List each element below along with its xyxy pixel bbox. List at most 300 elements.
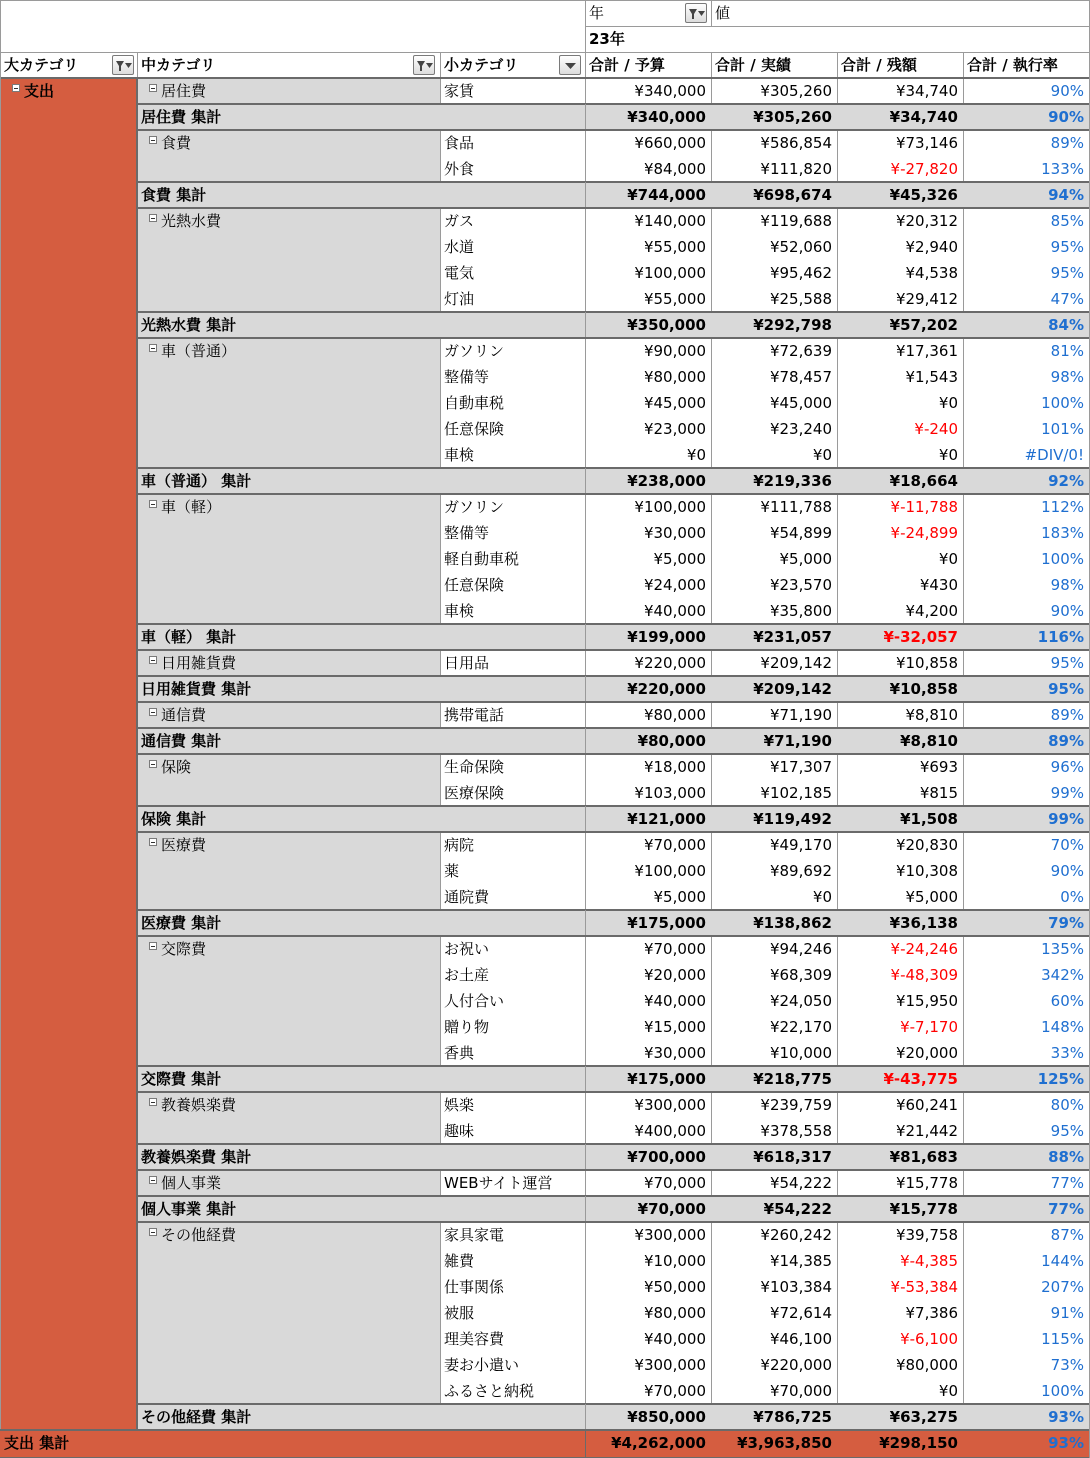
grid-line — [440, 936, 441, 1066]
budget-cell: ¥45,000 — [585, 390, 711, 416]
grid-line — [963, 494, 964, 624]
grid-line — [585, 1430, 586, 1458]
rate-cell: 89% — [963, 130, 1089, 156]
budget-cell: ¥40,000 — [585, 598, 711, 624]
mid-category-header[interactable]: 中カテゴリ — [141, 56, 216, 74]
grid-line — [837, 208, 838, 312]
remaining-cell: ¥73,146 — [837, 130, 963, 156]
grid-line — [585, 104, 586, 130]
grid-line — [963, 754, 964, 806]
grid-line — [711, 1092, 712, 1144]
sub-category-cell: 家賃 — [440, 78, 585, 104]
subtotal-rate: 84% — [1048, 316, 1084, 334]
remaining-cell: ¥4,538 — [837, 260, 963, 286]
mid-category-交際費[interactable] — [145, 936, 440, 962]
actual-cell: ¥17,307 — [711, 754, 837, 780]
rate-cell: #DIV/0! — [963, 442, 1089, 468]
remaining-cell: ¥430 — [837, 572, 963, 598]
budget-cell: ¥84,000 — [585, 156, 711, 182]
rate-cell: 60% — [963, 988, 1089, 1014]
grid-line — [837, 1222, 838, 1404]
dropdown-button[interactable] — [559, 55, 581, 75]
grid-line — [585, 52, 586, 78]
filter-funnel-icon — [113, 56, 135, 76]
collapse-minus-icon[interactable] — [149, 500, 157, 508]
subtotal-actual: ¥786,725 — [753, 1408, 832, 1426]
collapse-minus-icon[interactable] — [149, 1098, 157, 1106]
remaining-cell: ¥15,950 — [837, 988, 963, 1014]
sub-category-cell: 医療保険 — [440, 780, 585, 806]
sub-category-cell: 水道 — [440, 234, 585, 260]
budget-cell: ¥15,000 — [585, 1014, 711, 1040]
rate-cell: 91% — [963, 1300, 1089, 1326]
collapse-minus-icon[interactable] — [149, 760, 157, 768]
rate-cell: 89% — [963, 702, 1089, 728]
grid-line — [837, 1092, 838, 1144]
subtotal-label: 教養娯楽費 集計 — [141, 1148, 252, 1166]
grid-line — [963, 650, 964, 676]
mid-category-食費[interactable] — [145, 130, 440, 156]
grid-line — [440, 1092, 441, 1144]
grid-line — [585, 78, 586, 104]
filter-funnel-icon — [414, 56, 436, 76]
mid-category-教養娯楽費[interactable] — [145, 1092, 440, 1118]
budget-cell: ¥18,000 — [585, 754, 711, 780]
group-label: 車（軽） — [161, 498, 222, 516]
rate-cell: 148% — [963, 1014, 1089, 1040]
subtotal-label: 食費 集計 — [141, 186, 207, 204]
budget-cell: ¥80,000 — [585, 1300, 711, 1326]
grid-line — [137, 311, 1089, 313]
group-label: 車（普通） — [161, 342, 237, 360]
remaining-cell: ¥29,412 — [837, 286, 963, 312]
rate-cell: 100% — [963, 546, 1089, 572]
mid-category-通信費[interactable] — [145, 702, 440, 728]
mid-category-日用雑貨費[interactable] — [145, 650, 440, 676]
budget-cell: ¥300,000 — [585, 1222, 711, 1248]
subtotal-actual: ¥618,317 — [753, 1148, 832, 1166]
mid-category-車（軽）[interactable] — [145, 494, 440, 520]
actual-cell: ¥78,457 — [711, 364, 837, 390]
budget-cell: ¥100,000 — [585, 260, 711, 286]
sub-category-cell: 被服 — [440, 1300, 585, 1326]
remaining-cell: ¥-27,820 — [837, 156, 963, 182]
budget-cell: ¥80,000 — [585, 364, 711, 390]
collapse-minus-icon[interactable] — [149, 214, 157, 222]
remaining-cell: ¥-24,899 — [837, 520, 963, 546]
sub-category-cell: 電気 — [440, 260, 585, 286]
remaining-cell: ¥-48,309 — [837, 962, 963, 988]
collapse-minus-icon[interactable] — [149, 838, 157, 846]
grid-line — [711, 78, 712, 104]
remaining-cell: ¥-240 — [837, 416, 963, 442]
grid-line — [711, 494, 712, 624]
sub-category-cell: 生命保険 — [440, 754, 585, 780]
sub-category-cell: ガソリン — [440, 494, 585, 520]
grid-line — [137, 129, 1089, 131]
actual-cell: ¥54,899 — [711, 520, 837, 546]
sub-category-cell: 人付合い — [440, 988, 585, 1014]
year-field-header[interactable]: 年 — [585, 0, 711, 26]
grid-line — [585, 26, 1089, 27]
actual-cell: ¥95,462 — [711, 260, 837, 286]
grid-line — [837, 1170, 838, 1196]
grid-line — [585, 676, 586, 702]
grid-line — [837, 650, 838, 676]
actual-cell: ¥52,060 — [711, 234, 837, 260]
grand-total-remaining: ¥298,150 — [879, 1434, 958, 1452]
subtotal-budget: ¥175,000 — [627, 1070, 706, 1088]
rate-cell: 95% — [963, 1118, 1089, 1144]
sub-category-cell: ふるさと納税 — [440, 1378, 585, 1404]
grid-line — [440, 130, 441, 182]
grid-line — [585, 494, 586, 624]
subtotal-remaining: ¥8,810 — [900, 732, 958, 750]
subtotal-label: 通信費 集計 — [141, 732, 222, 750]
sub-category-cell: 任意保険 — [440, 416, 585, 442]
grid-line — [440, 832, 441, 910]
budget-cell: ¥10,000 — [585, 1248, 711, 1274]
rate-cell: 90% — [963, 78, 1089, 104]
actual-cell: ¥45,000 — [711, 390, 837, 416]
actual-cell: ¥0 — [711, 442, 837, 468]
sub-category-cell: 妻お小遣い — [440, 1352, 585, 1378]
remaining-cell: ¥4,200 — [837, 598, 963, 624]
actual-cell: ¥305,260 — [711, 78, 837, 104]
sub-category-cell: 家具家電 — [440, 1222, 585, 1248]
collapse-minus-icon[interactable] — [149, 1176, 157, 1184]
grid-line — [440, 52, 441, 78]
grid-line — [711, 0, 712, 26]
group-label: 交際費 — [161, 940, 207, 958]
collapse-minus-icon[interactable] — [149, 708, 157, 716]
mid-category-保険[interactable] — [145, 754, 440, 780]
group-label: その他経費 — [161, 1226, 237, 1244]
actual-cell: ¥72,639 — [711, 338, 837, 364]
remaining-cell: ¥815 — [837, 780, 963, 806]
sub-category-cell: 日用品 — [440, 650, 585, 676]
sub-category-cell: お祝い — [440, 936, 585, 962]
grid-line — [137, 52, 138, 78]
grid-line — [137, 1143, 1089, 1145]
collapse-minus-icon[interactable] — [149, 1228, 157, 1236]
budget-cell: ¥20,000 — [585, 962, 711, 988]
grid-line — [585, 754, 586, 806]
mid-category-医療費[interactable] — [145, 832, 440, 858]
grid-line — [963, 1170, 964, 1196]
rate-cell: 183% — [963, 520, 1089, 546]
remaining-column-header[interactable]: 合計 / 残額 — [841, 56, 917, 74]
grid-line — [585, 1066, 586, 1092]
sub-category-cell: ガス — [440, 208, 585, 234]
actual-cell: ¥72,614 — [711, 1300, 837, 1326]
budget-cell: ¥30,000 — [585, 520, 711, 546]
actual-cell: ¥24,050 — [711, 988, 837, 1014]
subtotal-rate: 92% — [1048, 472, 1084, 490]
rate-cell: 207% — [963, 1274, 1089, 1300]
rate-column-header[interactable]: 合計 / 執行率 — [967, 56, 1058, 74]
remaining-cell: ¥20,312 — [837, 208, 963, 234]
grid-line — [137, 753, 1089, 755]
group-label: 保険 — [161, 758, 192, 776]
mid-category-その他経費[interactable] — [145, 1222, 440, 1248]
grid-line — [137, 77, 1089, 79]
actual-cell: ¥94,246 — [711, 936, 837, 962]
grid-line — [837, 754, 838, 806]
subtotal-label: 保険 集計 — [141, 810, 207, 828]
collapse-minus-icon[interactable] — [149, 84, 157, 92]
rate-cell: 133% — [963, 156, 1089, 182]
remaining-cell: ¥0 — [837, 390, 963, 416]
subtotal-remaining: ¥18,664 — [889, 472, 958, 490]
sub-category-cell: 自動車税 — [440, 390, 585, 416]
grid-line — [137, 1091, 1089, 1093]
sub-category-cell: 病院 — [440, 832, 585, 858]
group-label: 医療費 — [161, 836, 207, 854]
remaining-cell: ¥-53,384 — [837, 1274, 963, 1300]
budget-cell: ¥24,000 — [585, 572, 711, 598]
remaining-cell: ¥0 — [837, 546, 963, 572]
grid-line — [585, 650, 586, 676]
budget-cell: ¥140,000 — [585, 208, 711, 234]
subtotal-label: その他経費 集計 — [141, 1408, 252, 1426]
group-label: 教養娯楽費 — [161, 1096, 237, 1114]
actual-cell: ¥111,820 — [711, 156, 837, 182]
sub-category-cell: 灯油 — [440, 286, 585, 312]
budget-cell: ¥70,000 — [585, 1170, 711, 1196]
subtotal-actual: ¥231,057 — [753, 628, 832, 646]
budget-cell: ¥340,000 — [585, 78, 711, 104]
sub-category-cell: 薬 — [440, 858, 585, 884]
remaining-cell: ¥-6,100 — [837, 1326, 963, 1352]
top-category-header[interactable]: 大カテゴリ — [4, 56, 79, 74]
budget-cell: ¥23,000 — [585, 416, 711, 442]
group-label: 食費 — [161, 134, 192, 152]
rate-cell: 342% — [963, 962, 1089, 988]
collapse-minus-icon[interactable] — [149, 344, 157, 352]
group-label: 通信費 — [161, 706, 207, 724]
sub-category-cell: 外食 — [440, 156, 585, 182]
rate-cell: 90% — [963, 858, 1089, 884]
rate-cell: 70% — [963, 832, 1089, 858]
rate-cell: 95% — [963, 650, 1089, 676]
grid-line — [585, 1222, 586, 1404]
remaining-cell: ¥10,308 — [837, 858, 963, 884]
grid-line — [137, 935, 1089, 937]
subtotal-remaining: ¥81,683 — [889, 1148, 958, 1166]
remaining-cell: ¥10,858 — [837, 650, 963, 676]
grid-line — [837, 832, 838, 910]
grid-line — [963, 52, 964, 78]
remaining-cell: ¥693 — [837, 754, 963, 780]
subtotal-actual: ¥305,260 — [753, 108, 832, 126]
budget-cell: ¥100,000 — [585, 494, 711, 520]
collapse-minus-icon[interactable] — [12, 84, 20, 92]
grid-line — [837, 494, 838, 624]
subtotal-rate: 94% — [1048, 186, 1084, 204]
actual-cell: ¥54,222 — [711, 1170, 837, 1196]
subtotal-label: 車（軽） 集計 — [141, 628, 237, 646]
grid-line — [711, 338, 712, 468]
subtotal-budget: ¥121,000 — [627, 810, 706, 828]
grid-line — [137, 467, 1089, 469]
subtotal-rate: 90% — [1048, 108, 1084, 126]
subtotal-budget: ¥700,000 — [627, 1148, 706, 1166]
budget-cell: ¥55,000 — [585, 234, 711, 260]
remaining-cell: ¥20,830 — [837, 832, 963, 858]
rate-cell: 95% — [963, 260, 1089, 286]
actual-column-header[interactable]: 合計 / 実績 — [715, 56, 791, 74]
grid-line — [711, 52, 712, 78]
grid-line — [440, 1170, 441, 1196]
subtotal-remaining: ¥-32,057 — [883, 628, 958, 646]
budget-cell: ¥300,000 — [585, 1092, 711, 1118]
actual-cell: ¥22,170 — [711, 1014, 837, 1040]
top-category-label[interactable] — [8, 78, 133, 104]
grid-line — [137, 727, 1089, 729]
grid-line — [963, 130, 964, 182]
rate-cell: 77% — [963, 1170, 1089, 1196]
budget-cell: ¥40,000 — [585, 1326, 711, 1352]
grid-line — [585, 910, 586, 936]
sub-category-header[interactable]: 小カテゴリ — [444, 56, 519, 74]
remaining-cell: ¥-4,385 — [837, 1248, 963, 1274]
grid-line — [963, 702, 964, 728]
grid-line — [440, 338, 441, 468]
mid-category-居住費[interactable] — [145, 78, 440, 104]
grid-line — [137, 207, 1089, 209]
grid-line — [711, 936, 712, 1066]
collapse-minus-icon[interactable] — [149, 136, 157, 144]
filter-dropdown-button[interactable] — [413, 55, 435, 75]
grid-line — [963, 832, 964, 910]
budget-cell: ¥5,000 — [585, 546, 711, 572]
budget-cell: ¥40,000 — [585, 988, 711, 1014]
sub-category-cell: 贈り物 — [440, 1014, 585, 1040]
grid-line — [837, 78, 838, 104]
budget-cell: ¥100,000 — [585, 858, 711, 884]
subtotal-label: 個人事業 集計 — [141, 1200, 237, 1218]
grid-line — [0, 1429, 1089, 1431]
grid-line — [711, 702, 712, 728]
budget-cell: ¥80,000 — [585, 702, 711, 728]
remaining-cell: ¥17,361 — [837, 338, 963, 364]
actual-cell: ¥260,242 — [711, 1222, 837, 1248]
grid-line — [137, 1403, 1089, 1405]
grid-line — [963, 78, 964, 104]
subtotal-remaining: ¥45,326 — [889, 186, 958, 204]
actual-cell: ¥239,759 — [711, 1092, 837, 1118]
subtotal-actual: ¥54,222 — [763, 1200, 832, 1218]
grid-line — [585, 468, 586, 494]
remaining-cell: ¥0 — [837, 442, 963, 468]
remaining-cell: ¥0 — [837, 1378, 963, 1404]
subtotal-label: 日用雑貨費 集計 — [141, 680, 252, 698]
collapse-minus-icon[interactable] — [149, 942, 157, 950]
grid-line — [440, 754, 441, 806]
remaining-cell: ¥20,000 — [837, 1040, 963, 1066]
collapse-minus-icon[interactable] — [149, 656, 157, 664]
grid-line — [585, 806, 586, 832]
mid-category-光熱水費[interactable] — [145, 208, 440, 234]
grid-line — [137, 1065, 1089, 1067]
actual-cell: ¥35,800 — [711, 598, 837, 624]
grid-line — [0, 52, 1089, 53]
remaining-cell: ¥80,000 — [837, 1352, 963, 1378]
grid-line — [837, 702, 838, 728]
filter-dropdown-button[interactable] — [685, 3, 707, 23]
grid-line — [711, 1222, 712, 1404]
year-value: 23年 — [585, 26, 711, 52]
rate-cell: 73% — [963, 1352, 1089, 1378]
grand-total-budget: ¥4,262,000 — [611, 1434, 706, 1452]
grid-line — [837, 936, 838, 1066]
rate-cell: 90% — [963, 598, 1089, 624]
group-label: 日用雑貨費 — [161, 654, 237, 672]
actual-cell: ¥89,692 — [711, 858, 837, 884]
sub-category-cell: 香典 — [440, 1040, 585, 1066]
subtotal-label: 医療費 集計 — [141, 914, 222, 932]
grid-line — [711, 832, 712, 910]
grid-line — [137, 1221, 1089, 1223]
grid-line — [585, 624, 586, 650]
grid-line — [585, 338, 586, 468]
grid-line — [137, 493, 1089, 495]
rate-cell: 98% — [963, 572, 1089, 598]
rate-cell: 0% — [963, 884, 1089, 910]
mid-category-車（普通）[interactable] — [145, 338, 440, 364]
subtotal-budget: ¥175,000 — [627, 914, 706, 932]
budget-cell: ¥660,000 — [585, 130, 711, 156]
rate-cell: 101% — [963, 416, 1089, 442]
subtotal-label: 居住費 集計 — [141, 108, 222, 126]
grid-line — [837, 130, 838, 182]
sub-category-cell: 趣味 — [440, 1118, 585, 1144]
remaining-cell: ¥60,241 — [837, 1092, 963, 1118]
grid-line — [711, 130, 712, 182]
budget-cell: ¥103,000 — [585, 780, 711, 806]
filter-dropdown-button[interactable] — [112, 55, 134, 75]
grid-line — [837, 338, 838, 468]
grid-line — [137, 103, 1089, 105]
rate-cell: 95% — [963, 234, 1089, 260]
subtotal-budget: ¥744,000 — [627, 186, 706, 204]
budget-column-header[interactable]: 合計 / 予算 — [589, 56, 665, 74]
subtotal-remaining: ¥15,778 — [889, 1200, 958, 1218]
rate-cell: 81% — [963, 338, 1089, 364]
rate-cell: 85% — [963, 208, 1089, 234]
rate-cell: 115% — [963, 1326, 1089, 1352]
rate-cell: 87% — [963, 1222, 1089, 1248]
subtotal-rate: 88% — [1048, 1148, 1084, 1166]
subtotal-actual: ¥138,862 — [753, 914, 832, 932]
values-field-header: 値 — [711, 0, 1089, 26]
grid-line — [585, 728, 586, 754]
sub-category-cell: 雑費 — [440, 1248, 585, 1274]
remaining-cell: ¥2,940 — [837, 234, 963, 260]
sub-category-cell: 理美容費 — [440, 1326, 585, 1352]
budget-cell: ¥70,000 — [585, 936, 711, 962]
subtotal-budget: ¥850,000 — [627, 1408, 706, 1426]
sub-category-cell: 車検 — [440, 442, 585, 468]
grid-line — [585, 1144, 586, 1170]
mid-category-個人事業[interactable] — [145, 1170, 440, 1196]
top-category-text: 支出 — [24, 82, 55, 100]
sub-category-cell: 整備等 — [440, 520, 585, 546]
remaining-cell: ¥7,386 — [837, 1300, 963, 1326]
subtotal-rate: 79% — [1048, 914, 1084, 932]
actual-cell: ¥68,309 — [711, 962, 837, 988]
